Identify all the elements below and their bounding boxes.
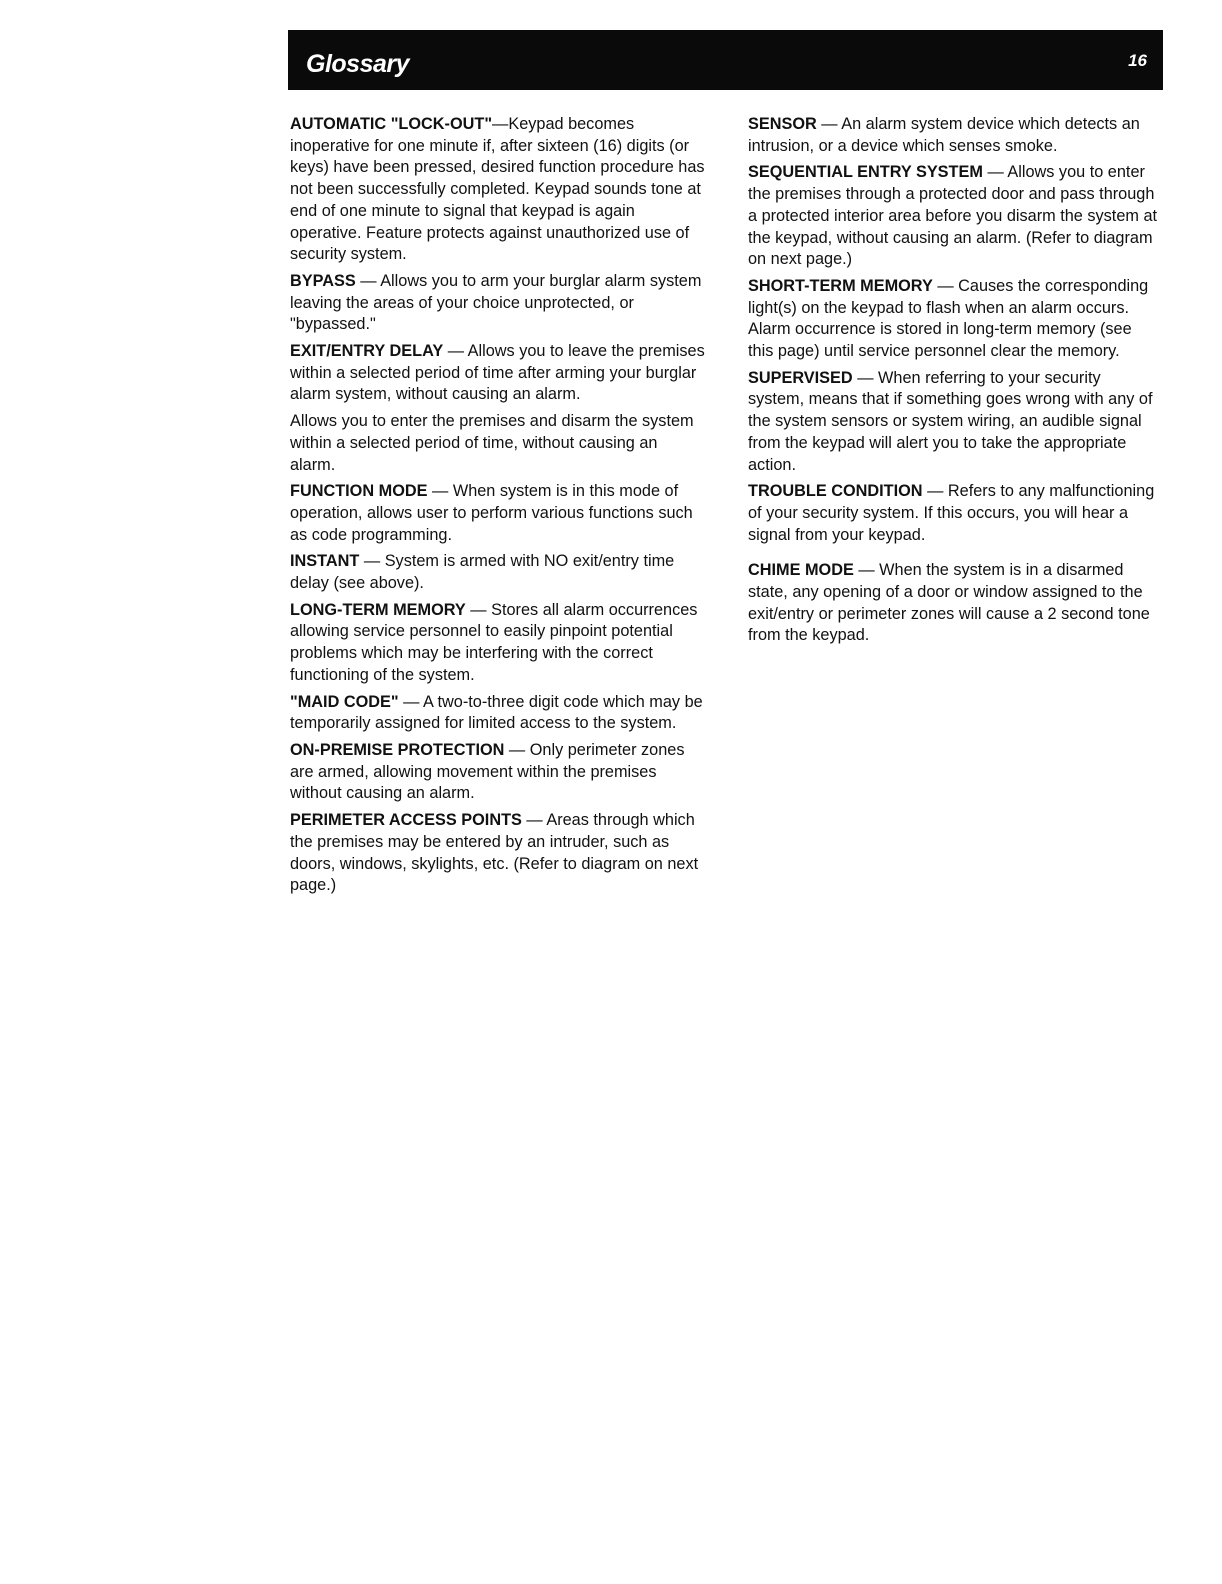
glossary-entry: SUPERVISED — When referring to your security system, means that if something goes wrong with any of the system sensors or system wiring, an audible signal from the keypad will alert you to take the appropriate action. [748, 368, 1153, 474]
glossary-definition: Refers to any malfunctioning of your security system. If this occurs, you will hear a signal from your keypad. [748, 482, 1155, 544]
glossary-definition: Allows you to leave the premises within a selected period of time after arming your burglar alarm system, without causing an alarm. [290, 342, 705, 404]
glossary-term: CHIME MODE [748, 561, 854, 580]
glossary-term: INSTANT [290, 552, 360, 571]
glossary-term: FUNCTION MODE [290, 482, 428, 501]
glossary-term: SHORT-TERM MEMORY [748, 276, 933, 295]
glossary-term: SUPERVISED [748, 368, 853, 387]
glossary-entry: CHIME MODE — When the system is in a disarmed state, any opening of a door or window assigned to the exit/entry or perimeter zones will cause a 2 second tone from the keypad. [748, 561, 1150, 645]
glossary-definition: Allows you to arm your burglar alarm system leaving the areas of your choice unprotected, or "bypassed." [290, 271, 702, 334]
glossary-term: "MAID CODE" [290, 692, 399, 711]
glossary-term: PERIMETER ACCESS POINTS [290, 811, 522, 830]
glossary-term: BYPASS [290, 271, 356, 290]
glossary-definition: Only perimeter zones are armed, allowing movement within the premises without causing an alarm. [290, 740, 685, 803]
glossary-definition: Keypad becomes inoperative for one minute if, after sixteen (16) digits (or keys) have been pressed, desired function procedure has not been successfully completed. Keypad sounds tone at end of one minute to signal that keypad is again operative. Feature protects against unauthorized use of security system. [290, 115, 705, 264]
glossary-entry: SHORT-TERM MEMORY — Causes the corresponding light(s) on the keypad to flash when an alarm occurs. Alarm occurrence is stored in long-term memory (see this page) until service personnel clear the memory. [748, 276, 1149, 361]
glossary-entry: FUNCTION MODE — When system is in this mode of operation, allows user to perform various functions such as code programming. [290, 482, 693, 544]
glossary-entry: INSTANT — System is armed with NO exit/entry time delay (see above). [290, 552, 675, 593]
glossary-entry: AUTOMATIC "LOCK-OUT"—Keypad becomes inoperative for one minute if, after sixteen (16) digits (or keys) have been pressed, desired function procedure has not been successfully completed. Keypad sounds tone at end of one minute to signal that keypad is again operative. Feature protects against unauthorized use of security system. [290, 115, 705, 264]
glossary-term: EXIT/ENTRY DELAY [290, 342, 444, 361]
glossary-left-column [290, 114, 705, 902]
glossary-term: ON-PREMISE PROTECTION [290, 740, 505, 759]
glossary-entry: EXIT/ENTRY DELAY — Allows you to leave the premises within a selected period of time after arming your burglar alarm system, without causing an alarm. [290, 342, 705, 404]
glossary-definition: When system is in this mode of operation, allows user to perform various functions such as code programming. [290, 482, 693, 544]
glossary-entry: SEQUENTIAL ENTRY SYSTEM — Allows you to enter the premises through a protected door and pass through a protected interior area before you disarm the system at the keypad, without causing an alarm. (Refer to diagram on next page.) [748, 163, 1158, 269]
glossary-term: LONG-TERM MEMORY [290, 600, 466, 619]
glossary-term: SEQUENTIAL ENTRY SYSTEM [748, 163, 983, 182]
glossary-definition: When referring to your security system, means that if something goes wrong with any of the system sensors or system wiring, an audible signal from the keypad will alert you to take the appropriate action. [748, 368, 1153, 474]
glossary-continuation: Allows you to enter the premises and disarm the system within a selected period of time, without causing an alarm. [290, 412, 694, 474]
glossary-entry: "MAID CODE" — A two-to-three digit code which may be temporarily assigned for limited access to the system. [290, 692, 703, 733]
page-title: Glossary [306, 50, 410, 78]
glossary-entry: ON-PREMISE PROTECTION — Only perimeter zones are armed, allowing movement within the premises without causing an alarm. [290, 740, 685, 803]
glossary-definition: An alarm system device which detects an intrusion, or a device which senses smoke. [748, 115, 1140, 155]
glossary-term: AUTOMATIC "LOCK-OUT" [290, 115, 493, 133]
page-number: 16 [1128, 51, 1147, 70]
glossary-entry: BYPASS — Allows you to arm your burglar alarm system leaving the areas of your choice unprotected, or "bypassed." [290, 271, 702, 334]
header-bar [288, 30, 1163, 90]
glossary-definition: System is armed with NO exit/entry time delay (see above). [290, 552, 675, 593]
glossary-term: TROUBLE CONDITION [748, 482, 923, 501]
glossary-definition: Allows you to enter the premises through a protected door and pass through a protected interior area before you disarm the system at the keypad, without causing an alarm. (Refer to diagram on next page.) [748, 163, 1158, 269]
glossary-definition: Stores all alarm occurrences allowing service personnel to easily pinpoint potential problems which may be interfering with the correct functioning of the system. [290, 600, 698, 684]
glossary-entry: PERIMETER ACCESS POINTS — Areas through which the premises may be entered by an intruder, such as doors, windows, skylights, etc. (Refer to diagram on next page.) [290, 811, 699, 895]
glossary-definition: A two-to-three digit code which may be temporarily assigned for limited access to the system. [290, 692, 703, 733]
glossary-definition: Causes the corresponding light(s) on the keypad to flash when an alarm occurs. Alarm occurrence is stored in long-term memory (see this page) until service personnel clear the memory. [748, 276, 1149, 361]
glossary-definition: When the system is in a disarmed state, any opening of a door or window assigned to the exit/entry or perimeter zones will cause a 2 second tone from the keypad. [748, 561, 1150, 645]
glossary-entry: LONG-TERM MEMORY — Stores all alarm occurrences allowing service personnel to easily pinpoint potential problems which may be interfering with the correct functioning of the system. [290, 600, 698, 684]
glossary-definition: Areas through which the premises may be entered by an intruder, such as doors, windows, skylights, etc. (Refer to diagram on next page.) [290, 811, 699, 895]
glossary-entry: SENSOR — An alarm system device which detects an intrusion, or a device which senses smoke. [748, 115, 1140, 155]
glossary-term: SENSOR [748, 115, 817, 133]
glossary-right-column [748, 114, 1160, 652]
glossary-entry: TROUBLE CONDITION — Refers to any malfunctioning of your security system. If this occurs, you will hear a signal from your keypad. [748, 482, 1155, 544]
